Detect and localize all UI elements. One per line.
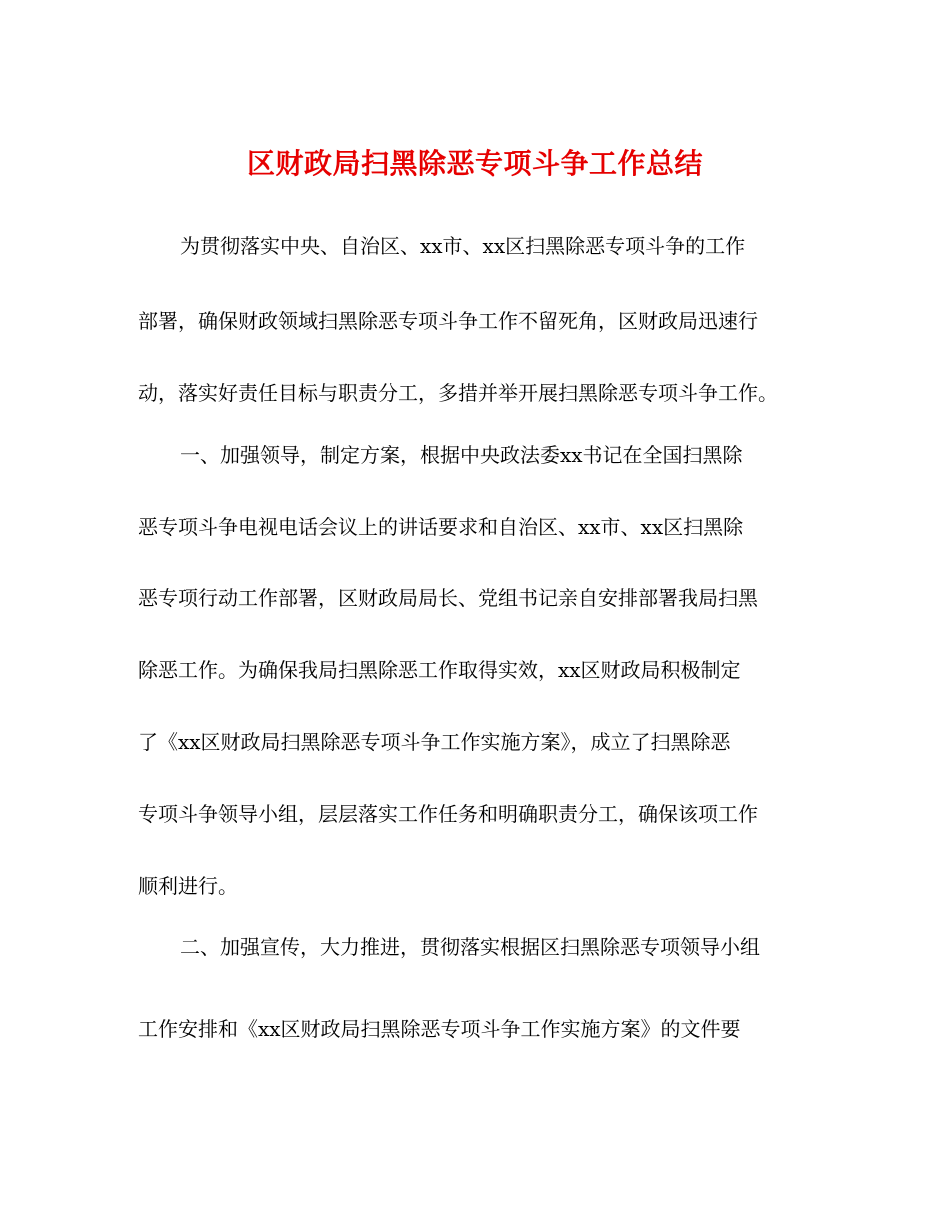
paragraph-3-line-1: 二、加强宣传，大力推进，贯彻落实根据区扫黑除恶专项领导小组	[180, 935, 760, 959]
document-title: 区财政局扫黑除恶专项斗争工作总结	[246, 147, 703, 180]
paragraph-2-line-6: 专项斗争领导小组，层层落实工作任务和明确职责分工，确保该项工作	[138, 802, 758, 826]
paragraph-2-line-1: 一、加强领导，制定方案，根据中央政法委xx书记在全国扫黑除	[180, 443, 743, 467]
paragraph-2-line-2: 恶专项斗争电视电话会议上的讲话要求和自治区、xx市、xx区扫黑除	[138, 515, 744, 539]
paragraph-1-line-3: 动，落实好责任目标与职责分工，多措并举开展扫黑除恶专项斗争工作。	[138, 381, 778, 405]
paragraph-2-line-5: 了《xx区财政局扫黑除恶专项斗争工作实施方案》，成立了扫黑除恶	[138, 730, 731, 754]
paragraph-2-line-7: 顺利进行。	[138, 874, 238, 898]
paragraph-2-line-4: 除恶工作。为确保我局扫黑除恶工作取得实效，xx区财政局积极制定	[138, 658, 741, 682]
paragraph-3-line-2: 工作安排和《xx区财政局扫黑除恶专项斗争工作实施方案》的文件要	[138, 1017, 741, 1041]
paragraph-1-line-2: 部署，确保财政领域扫黑除恶专项斗争工作不留死角，区财政局迅速行	[138, 309, 758, 333]
paragraph-2-line-3: 恶专项行动工作部署，区财政局局长、党组书记亲自安排部署我局扫黑	[138, 586, 758, 610]
paragraph-1-line-1: 为贯彻落实中央、自治区、xx市、xx区扫黑除恶专项斗争的工作	[180, 234, 746, 258]
